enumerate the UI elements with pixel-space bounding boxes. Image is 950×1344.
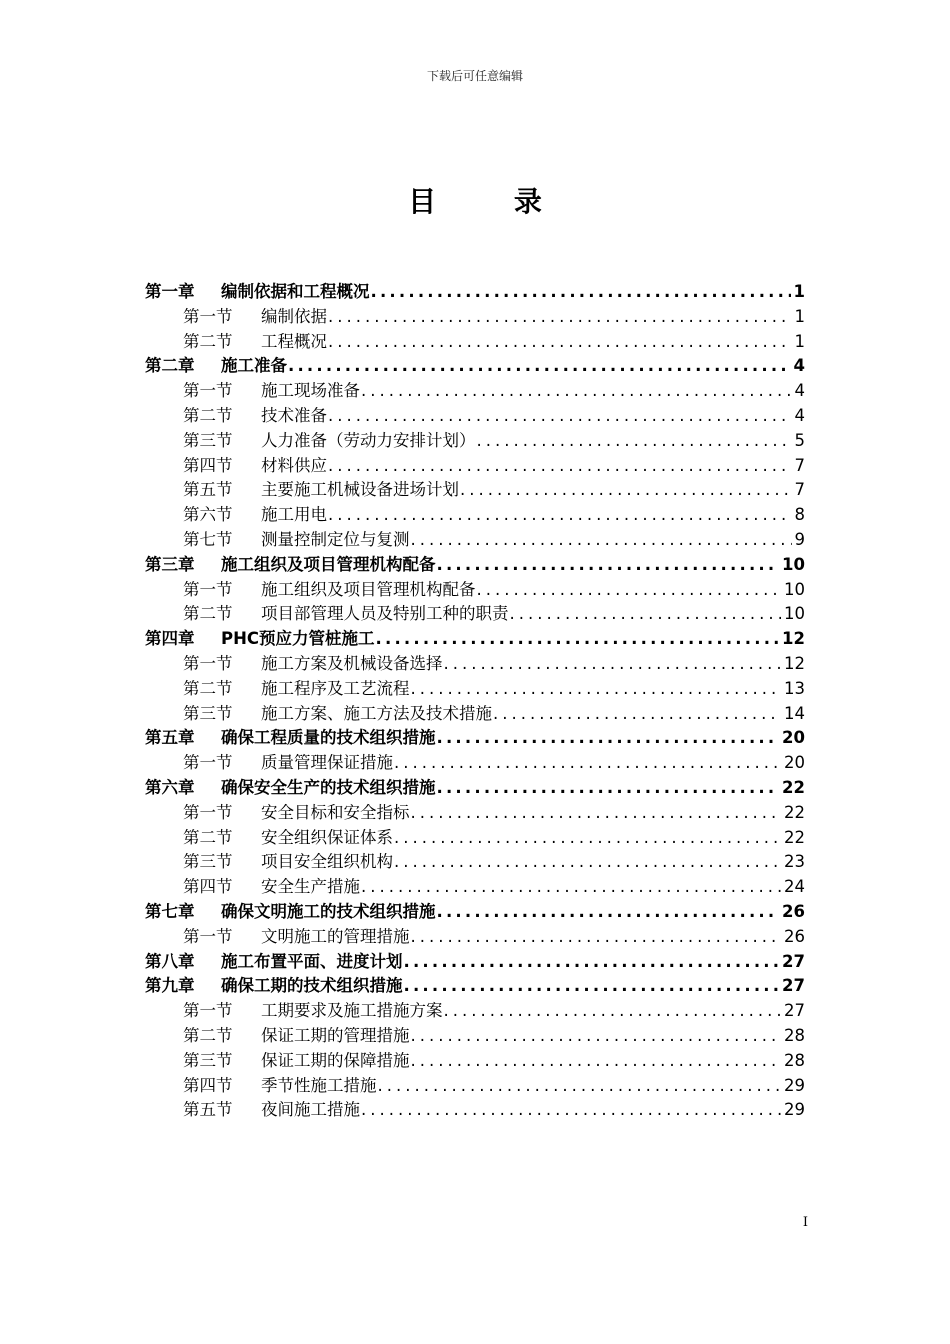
- toc-entry-number: 第二节: [183, 678, 233, 698]
- toc-entry-page: 29: [784, 1075, 805, 1095]
- toc-entry-title: 测量控制定位与复测: [261, 529, 410, 549]
- toc-entry-title: 项目安全组织机构: [261, 852, 393, 872]
- toc-entry-title: 确保工程质量的技术组织措施: [221, 728, 436, 748]
- toc-entry-page: 8: [794, 505, 805, 525]
- toc-section-entry[interactable]: [145, 751, 805, 776]
- toc-section-entry[interactable]: [145, 1024, 805, 1049]
- toc-section-entry[interactable]: [145, 875, 805, 900]
- toc-leader-dots: [411, 1024, 782, 1049]
- toc-entry-page: 27: [782, 951, 805, 971]
- toc-entry-title: 工期要求及施工措施方案: [261, 1001, 443, 1021]
- toc-entry-number: 第一节: [183, 653, 233, 673]
- toc-leader-dots: [411, 528, 792, 553]
- toc-entry-page: 24: [784, 877, 805, 897]
- toc-section-entry[interactable]: [145, 305, 805, 330]
- toc-entry-page: 10: [782, 554, 805, 574]
- toc-entry-number: 第六章: [145, 777, 195, 797]
- toc-section-entry[interactable]: [145, 503, 805, 528]
- toc-entry-number: 第一节: [183, 753, 233, 773]
- toc-section-entry[interactable]: [145, 1098, 805, 1123]
- toc-entry-number: 第二章: [145, 356, 195, 376]
- toc-entry-page: 28: [784, 1025, 805, 1045]
- toc-section-entry[interactable]: [145, 528, 805, 553]
- toc-leader-dots: [361, 379, 792, 404]
- toc-section-entry[interactable]: [145, 478, 805, 503]
- toc-entry-number: 第一节: [183, 579, 233, 599]
- toc-entry-title: 安全组织保证体系: [261, 827, 393, 847]
- page-header: 下载后可任意编辑: [426, 69, 523, 83]
- toc-entry-number: 第三节: [183, 430, 233, 450]
- toc-leader-dots: [411, 677, 782, 702]
- toc-entry-number: 第四节: [183, 1075, 233, 1095]
- toc-section-entry[interactable]: [145, 652, 805, 677]
- toc-entry-page: 27: [782, 976, 805, 996]
- toc-chapter-entry[interactable]: [145, 280, 805, 305]
- toc-entry-page: 20: [784, 753, 805, 773]
- toc-entry-page: 29: [784, 1100, 805, 1120]
- toc-leader-dots: [361, 875, 781, 900]
- toc-chapter-entry[interactable]: [145, 974, 805, 999]
- toc-entry-page: 13: [784, 678, 805, 698]
- toc-leader-dots: [361, 1098, 781, 1123]
- toc-leader-dots: [328, 454, 792, 479]
- toc-entry-number: 第四节: [183, 455, 233, 475]
- toc-entry-page: 26: [784, 926, 805, 946]
- toc-entry-page: 28: [784, 1050, 805, 1070]
- toc-entry-title: 质量管理保证措施: [261, 753, 393, 773]
- toc-entry-page: 14: [784, 703, 805, 723]
- toc-entry-page: 22: [782, 777, 805, 797]
- toc-leader-dots: [460, 478, 792, 503]
- toc-entry-number: 第九章: [145, 976, 195, 996]
- toc-entry-title: 技术准备: [261, 405, 327, 425]
- toc-leader-dots: [394, 826, 781, 851]
- toc-entry-number: 第八章: [145, 951, 195, 971]
- toc-entry-number: 第二节: [183, 331, 233, 351]
- toc-entry-title: 施工组织及项目管理机构配备: [261, 579, 476, 599]
- toc-section-entry[interactable]: [145, 850, 805, 875]
- toc-chapter-entry[interactable]: [145, 900, 805, 925]
- toc-leader-dots: [328, 404, 792, 429]
- toc-leader-dots: [437, 900, 780, 925]
- toc-chapter-entry[interactable]: [145, 776, 805, 801]
- page-number: I: [802, 1215, 808, 1230]
- toc-section-entry[interactable]: [145, 602, 805, 627]
- toc-entry-title: 编制依据和工程概况: [221, 282, 370, 301]
- toc-section-entry[interactable]: [145, 801, 805, 826]
- toc-leader-dots: [444, 652, 782, 677]
- toc-entry-title: 安全目标和安全指标: [261, 802, 410, 822]
- toc-entry-number: 第一节: [183, 802, 233, 822]
- page-title: 目 录: [408, 185, 576, 218]
- toc-leader-dots: [328, 330, 792, 355]
- toc-entry-number: 第五节: [183, 480, 233, 500]
- toc-entry-page: 1: [793, 282, 805, 301]
- toc-leader-dots: [371, 280, 791, 305]
- toc-entry-number: 第三节: [183, 852, 233, 872]
- toc-leader-dots: [444, 999, 782, 1024]
- toc-leader-dots: [394, 751, 781, 776]
- toc-leader-dots: [404, 974, 780, 999]
- toc-leader-dots: [328, 503, 792, 528]
- toc-entry-number: 第三章: [145, 554, 195, 574]
- toc-entry-number: 第一节: [183, 381, 233, 401]
- toc-entry-page: 20: [782, 728, 805, 748]
- toc-entry-page: 4: [794, 381, 805, 401]
- toc-entry-page: 12: [782, 629, 805, 649]
- toc-leader-dots: [510, 602, 782, 627]
- toc-entry-number: 第一节: [183, 306, 233, 326]
- toc-leader-dots: [493, 702, 781, 727]
- toc-entry-page: 27: [784, 1001, 805, 1021]
- toc-entry-number: 第一章: [145, 282, 195, 301]
- toc-entry-number: 第五章: [145, 728, 195, 748]
- toc-entry-title: 项目部管理人员及特别工种的职责: [261, 604, 509, 624]
- toc-entry-number: 第四节: [183, 877, 233, 897]
- toc-entry-number: 第一节: [183, 926, 233, 946]
- toc-entry-title: 施工程序及工艺流程: [261, 678, 410, 698]
- toc-entry-number: 第三节: [183, 1050, 233, 1070]
- toc-entry-title: 施工现场准备: [261, 381, 360, 401]
- toc-entry-page: 1: [794, 331, 805, 351]
- toc-entry-page: 4: [793, 356, 805, 376]
- toc-section-entry[interactable]: [145, 578, 805, 603]
- toc-entry-number: 第一节: [183, 1001, 233, 1021]
- toc-section-entry[interactable]: [145, 826, 805, 851]
- toc-entry-number: 第五节: [183, 1100, 233, 1120]
- toc-entry-page: 23: [784, 852, 805, 872]
- toc-entry-title: 施工方案及机械设备选择: [261, 653, 443, 673]
- toc-entry-number: 第三节: [183, 703, 233, 723]
- toc-section-entry[interactable]: [145, 1049, 805, 1074]
- toc-entry-number: 第二节: [183, 1025, 233, 1045]
- toc-leader-dots: [437, 726, 780, 751]
- toc-leader-dots: [404, 950, 780, 975]
- toc-entry-page: 22: [784, 827, 805, 847]
- toc-leader-dots: [437, 776, 780, 801]
- toc-entry-title: 编制依据: [261, 306, 327, 326]
- toc-entry-page: 5: [794, 430, 805, 450]
- toc-entry-title: 施工布置平面、进度计划: [221, 951, 403, 971]
- toc-section-entry[interactable]: [145, 429, 805, 454]
- toc-leader-dots: [411, 925, 782, 950]
- toc-entry-title: 文明施工的管理措施: [261, 926, 410, 946]
- toc-entry-page: 4: [794, 405, 805, 425]
- toc-entry-title: PHC预应力管桩施工: [221, 629, 375, 649]
- toc-entry-title: 施工组织及项目管理机构配备: [221, 554, 436, 574]
- toc-section-entry[interactable]: [145, 330, 805, 355]
- toc-section-entry[interactable]: [145, 454, 805, 479]
- toc-leader-dots: [376, 627, 780, 652]
- toc-chapter-entry[interactable]: [145, 627, 805, 652]
- toc-leader-dots: [437, 553, 780, 578]
- toc-entry-page: 7: [794, 480, 805, 500]
- toc-leader-dots: [411, 1049, 782, 1074]
- toc-chapter-entry[interactable]: [145, 950, 805, 975]
- toc-entry-number: 第七节: [183, 529, 233, 549]
- toc-entry-title: 主要施工机械设备进场计划: [261, 480, 459, 500]
- toc-chapter-entry[interactable]: [145, 354, 805, 379]
- toc-entry-title: 保证工期的管理措施: [261, 1025, 410, 1045]
- toc-section-entry[interactable]: [145, 925, 805, 950]
- toc-chapter-entry[interactable]: [145, 726, 805, 751]
- toc-entry-page: 12: [784, 653, 805, 673]
- toc-entry-number: 第七章: [145, 901, 195, 921]
- toc-entry-number: 第二节: [183, 604, 233, 624]
- toc-entry-page: 26: [782, 901, 805, 921]
- toc-entry-title: 夜间施工措施: [261, 1100, 360, 1120]
- toc-leader-dots: [477, 578, 782, 603]
- toc-entry-page: 10: [784, 604, 805, 624]
- toc-section-entry[interactable]: [145, 404, 805, 429]
- toc-entry-title: 保证工期的保障措施: [261, 1050, 410, 1070]
- toc-entry-title: 材料供应: [261, 455, 327, 475]
- toc-entry-title: 确保安全生产的技术组织措施: [221, 777, 436, 797]
- toc-chapter-entry[interactable]: [145, 553, 805, 578]
- toc-entry-title: 施工用电: [261, 505, 327, 525]
- toc-section-entry[interactable]: [145, 999, 805, 1024]
- toc-entry-page: 7: [794, 455, 805, 475]
- toc-entry-number: 第二节: [183, 405, 233, 425]
- toc-entry-title: 安全生产措施: [261, 877, 360, 897]
- toc-leader-dots: [394, 850, 781, 875]
- toc-entry-number: 第二节: [183, 827, 233, 847]
- toc-entry-title: 施工准备: [221, 356, 287, 376]
- toc-entry-title: 季节性施工措施: [261, 1075, 377, 1095]
- toc-leader-dots: [378, 1074, 782, 1099]
- toc-entry-title: 确保工期的技术组织措施: [221, 976, 403, 996]
- toc-entry-page: 22: [784, 802, 805, 822]
- toc-entry-title: 工程概况: [261, 331, 327, 351]
- toc-entry-page: 9: [794, 529, 805, 549]
- toc-leader-dots: [288, 354, 791, 379]
- toc-entry-page: 1: [794, 306, 805, 326]
- toc-leader-dots: [477, 429, 792, 454]
- toc-leader-dots: [328, 305, 792, 330]
- toc-entry-number: 第四章: [145, 629, 195, 649]
- toc-entry-number: 第六节: [183, 505, 233, 525]
- toc-section-entry[interactable]: [145, 677, 805, 702]
- toc-entry-title: 确保文明施工的技术组织措施: [221, 901, 436, 921]
- table-of-contents: [145, 280, 805, 1123]
- toc-entry-title: 人力准备（劳动力安排计划）: [261, 430, 476, 450]
- toc-section-entry[interactable]: [145, 379, 805, 404]
- toc-leader-dots: [411, 801, 782, 826]
- toc-entry-page: 10: [784, 579, 805, 599]
- toc-section-entry[interactable]: [145, 1074, 805, 1099]
- toc-section-entry[interactable]: [145, 702, 805, 727]
- toc-entry-title: 施工方案、施工方法及技术措施: [261, 703, 492, 723]
